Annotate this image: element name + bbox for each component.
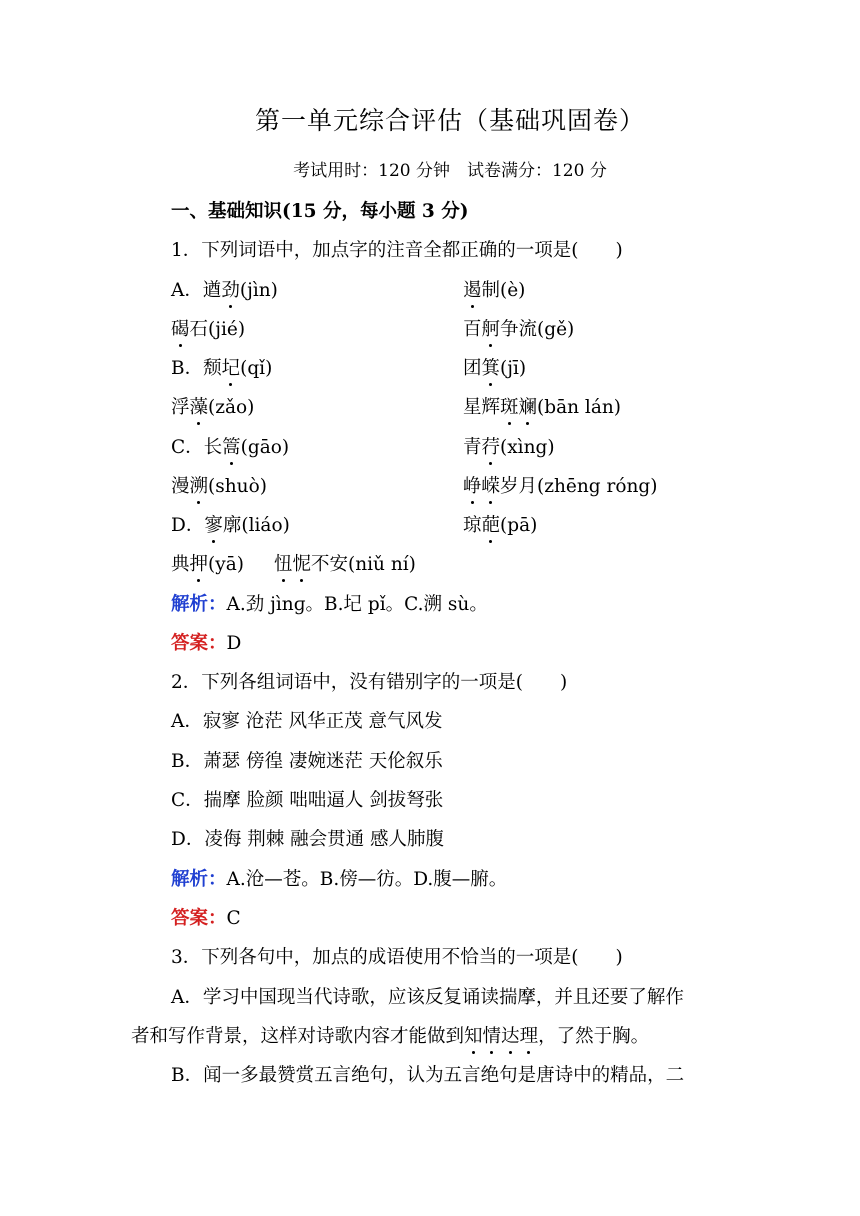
analysis-label: 解析： bbox=[171, 869, 227, 890]
q2-option-b: B．萧瑟 傍徨 凄婉迷茫 天伦叙乐 bbox=[171, 751, 443, 772]
q1-option-a-item-1: A．遒劲(jìn) bbox=[171, 280, 278, 301]
q2-option-d: D．凌侮 荆棘 融会贯通 感人肺腹 bbox=[171, 829, 444, 850]
q3-option-b-line-1: B．闻一多最赞赏五言绝句，认为五言绝句是唐诗中的精品，二 bbox=[171, 1065, 685, 1086]
q1-option-a-item-2: 遏制(è) bbox=[463, 280, 526, 301]
q1-option-a-item-4: 百舸争流(gě) bbox=[463, 319, 575, 340]
question-1-stem: 1．下列词语中，加点字的注音全都正确的一项是( ) bbox=[171, 240, 623, 261]
q1-option-b-item-2: 团箕(jī) bbox=[463, 358, 527, 379]
q2-option-a: A．寂寥 沧茫 风华正茂 意气风发 bbox=[171, 711, 443, 732]
q3-option-a-line-1: A．学习中国现当代诗歌，应该反复诵读揣摩，并且还要了解作 bbox=[171, 987, 684, 1008]
q1-option-c-item-2: 青荇(xìng) bbox=[463, 437, 555, 458]
answer-label: 答案： bbox=[171, 633, 227, 654]
q2-answer: 答案：C bbox=[171, 908, 241, 929]
question-2-stem: 2．下列各组词语中，没有错别字的一项是( ) bbox=[171, 672, 568, 693]
q1-option-d-item-2: 琼葩(pā) bbox=[463, 515, 538, 536]
answer-label: 答案： bbox=[171, 908, 227, 929]
q1-option-d-item-1: D．寥廓(liáo) bbox=[171, 515, 290, 536]
q2-option-c: C．揣摩 脸颜 咄咄逼人 剑拔弩张 bbox=[171, 790, 444, 811]
q1-answer: 答案：D bbox=[171, 633, 242, 654]
q1-option-c-item-4: 峥嵘岁月(zhēng róng) bbox=[463, 476, 658, 497]
page-title: 第一单元综合评估（基础巩固卷） bbox=[254, 106, 645, 135]
q2-analysis: 解析：A.沧—苍。B.傍—彷。D.腹—腑。 bbox=[171, 869, 508, 890]
exam-info: 考试用时：120 分钟 试卷满分：120 分 bbox=[293, 161, 607, 181]
q1-option-c-item-1: C．长篙(gāo) bbox=[171, 437, 290, 458]
q1-option-b-item-3: 浮藻(zǎo) bbox=[171, 397, 255, 418]
q1-option-c-item-3: 漫溯(shuò) bbox=[171, 476, 267, 497]
q3-option-a-line-2: 者和写作背景，这样对诗歌内容才能做到知情达理，了然于胸。 bbox=[131, 1026, 650, 1047]
q1-option-a-item-3: 碣石(jié) bbox=[171, 319, 246, 340]
section-heading: 一、基础知识(15 分，每小题 3 分) bbox=[171, 201, 469, 222]
question-3-stem: 3．下列各句中，加点的成语使用不恰当的一项是( ) bbox=[171, 947, 623, 968]
q1-option-d-items-3-4: 典押(yā) 忸怩不安(niǔ ní) bbox=[171, 554, 416, 575]
q1-option-b-item-4: 星辉斑斓(bān lán) bbox=[463, 397, 622, 418]
q1-analysis: 解析：A.劲 jìnɡ。B.圮 pǐ。C.溯 sù。 bbox=[171, 594, 488, 615]
analysis-label: 解析： bbox=[171, 594, 227, 615]
q1-option-b-item-1: B．颓圮(qǐ) bbox=[171, 358, 273, 379]
